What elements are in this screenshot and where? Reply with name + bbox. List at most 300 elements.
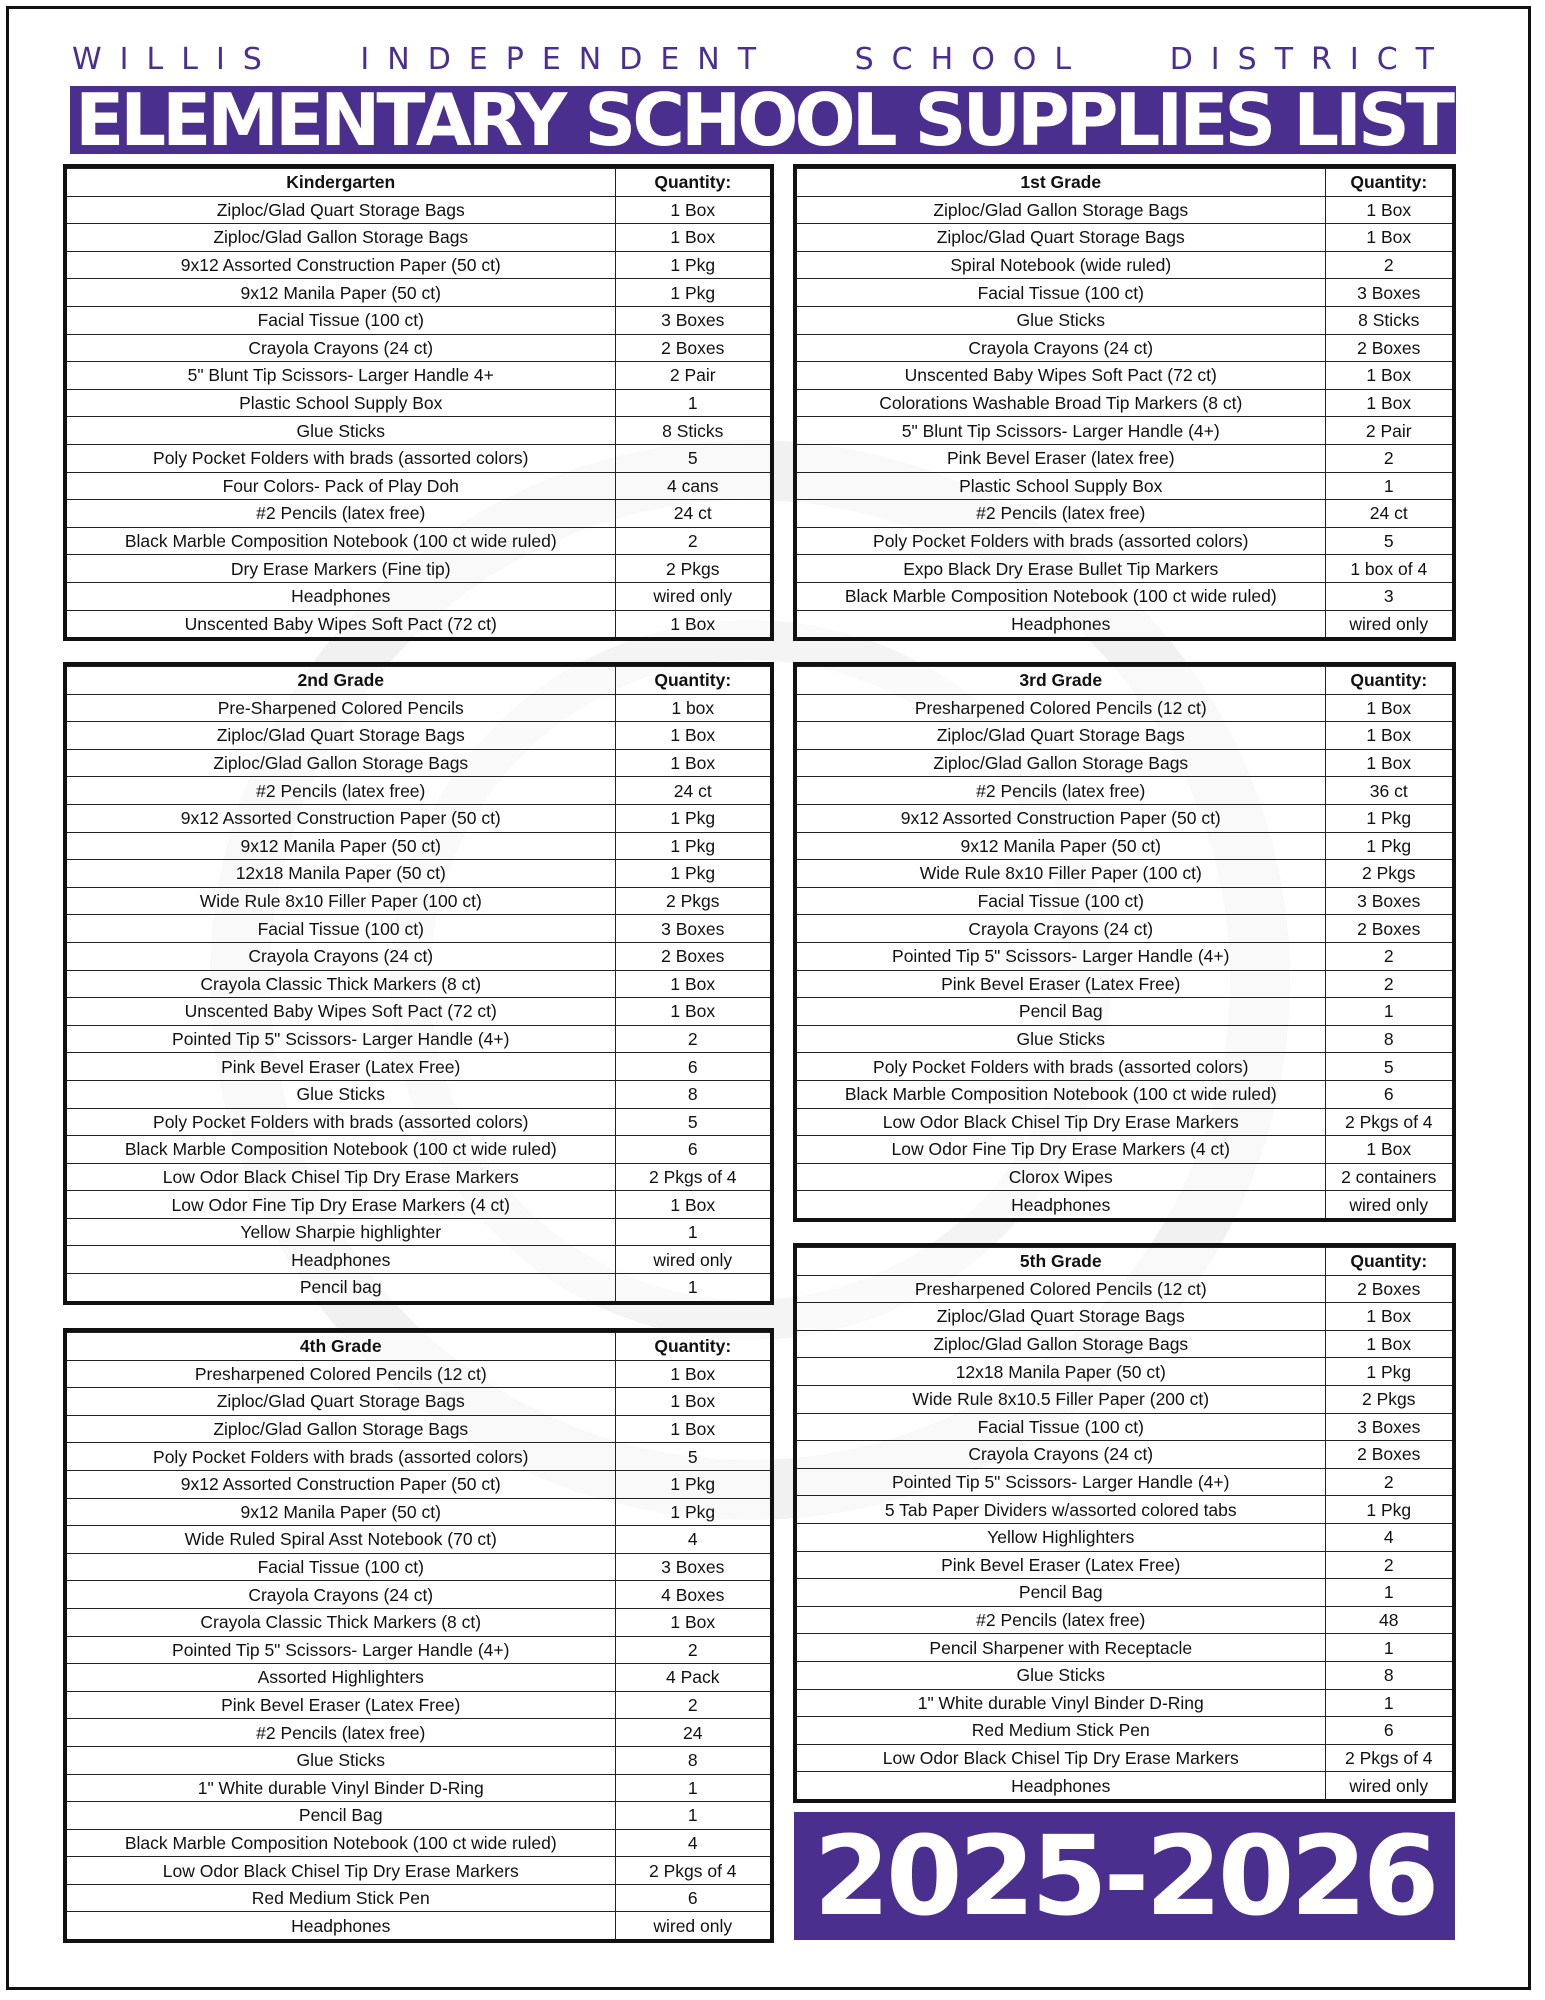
supply-item: Ziploc/Glad Gallon Storage Bags bbox=[67, 749, 615, 777]
table-row bbox=[67, 1719, 770, 1747]
supply-item: Pointed Tip 5" Scissors- Larger Handle (4+) bbox=[67, 1025, 615, 1053]
table-row bbox=[67, 362, 770, 390]
supply-item: 12x18 Manila Paper (50 ct) bbox=[797, 1358, 1325, 1386]
quantity-heading: Quantity: bbox=[615, 667, 770, 695]
supply-item: Facial Tissue (100 ct) bbox=[797, 1413, 1325, 1441]
table-row bbox=[67, 196, 770, 224]
grade2-table bbox=[63, 662, 774, 1305]
supply-item: #2 Pencils (latex free) bbox=[67, 777, 615, 805]
supply-quantity: 8 bbox=[1325, 1661, 1452, 1689]
supply-item: Yellow Sharpie highlighter bbox=[67, 1218, 615, 1246]
supply-item: 5" Blunt Tip Scissors- Larger Handle (4+) bbox=[797, 417, 1325, 445]
supply-item: Black Marble Composition Notebook (100 ct wide ruled) bbox=[67, 1136, 615, 1164]
table-row bbox=[797, 1358, 1452, 1386]
supply-item: Crayola Classic Thick Markers (8 ct) bbox=[67, 970, 615, 998]
table-row bbox=[797, 610, 1452, 637]
supply-quantity: 1 Pkg bbox=[615, 1498, 770, 1526]
table-row bbox=[797, 500, 1452, 528]
supply-item: Wide Ruled Spiral Asst Notebook (70 ct) bbox=[67, 1526, 615, 1554]
grade5-grid bbox=[797, 1247, 1452, 1799]
supply-item: #2 Pencils (latex free) bbox=[797, 777, 1325, 805]
supply-quantity: 4 bbox=[1325, 1523, 1452, 1551]
supply-quantity: 1 Box bbox=[1325, 722, 1452, 750]
supply-quantity: 1 Pkg bbox=[615, 251, 770, 279]
table-row bbox=[797, 832, 1452, 860]
table-row bbox=[67, 804, 770, 832]
supply-quantity: 24 ct bbox=[615, 777, 770, 805]
supply-quantity: 1 Box bbox=[615, 998, 770, 1026]
supply-quantity: 5 bbox=[615, 1108, 770, 1136]
table-row bbox=[797, 224, 1452, 252]
supply-quantity: 2 Pkgs of 4 bbox=[1325, 1108, 1452, 1136]
table-row bbox=[797, 804, 1452, 832]
quantity-heading: Quantity: bbox=[615, 169, 770, 197]
table-row bbox=[67, 1884, 770, 1912]
supply-item: Ziploc/Glad Quart Storage Bags bbox=[67, 1388, 615, 1416]
table-row bbox=[67, 1246, 770, 1274]
kindergarten-table bbox=[63, 164, 774, 641]
table-row bbox=[797, 1275, 1452, 1303]
supply-item: Low Odor Black Chisel Tip Dry Erase Markers bbox=[797, 1744, 1325, 1772]
grade-heading: 1st Grade bbox=[797, 169, 1325, 197]
table-header-row bbox=[797, 169, 1452, 197]
supply-item: Headphones bbox=[797, 1191, 1325, 1218]
supply-quantity: 1 Pkg bbox=[615, 860, 770, 888]
grade3-grid bbox=[797, 666, 1452, 1218]
grade-heading: 2nd Grade bbox=[67, 667, 615, 695]
supply-item: Pink Bevel Eraser (Latex Free) bbox=[797, 1551, 1325, 1579]
supply-quantity: 2 bbox=[1325, 444, 1452, 472]
supply-item: 9x12 Manila Paper (50 ct) bbox=[67, 279, 615, 307]
supply-quantity: 2 Boxes bbox=[1325, 1441, 1452, 1469]
table-row bbox=[67, 306, 770, 334]
supply-quantity: 1 Pkg bbox=[615, 1470, 770, 1498]
supply-item: Pre-Sharpened Colored Pencils bbox=[67, 694, 615, 722]
supply-quantity: 2 bbox=[1325, 1468, 1452, 1496]
supply-quantity: 3 Boxes bbox=[615, 1553, 770, 1581]
supply-quantity: 1 Pkg bbox=[1325, 832, 1452, 860]
supply-quantity: 8 bbox=[615, 1080, 770, 1108]
table-row bbox=[797, 1413, 1452, 1441]
table-row bbox=[67, 527, 770, 555]
supply-quantity: 1 Pkg bbox=[1325, 804, 1452, 832]
supply-item: Pointed Tip 5" Scissors- Larger Handle (4+) bbox=[67, 1636, 615, 1664]
table-row bbox=[67, 251, 770, 279]
supply-item: Plastic School Supply Box bbox=[67, 389, 615, 417]
table-row bbox=[67, 1163, 770, 1191]
supply-quantity: wired only bbox=[615, 1912, 770, 1939]
supply-quantity: 1 Box bbox=[1325, 1330, 1452, 1358]
supply-quantity: 1 Box bbox=[615, 196, 770, 224]
table-row bbox=[797, 1689, 1452, 1717]
supply-item: Low Odor Black Chisel Tip Dry Erase Markers bbox=[67, 1857, 615, 1885]
supply-quantity: 2 Boxes bbox=[615, 942, 770, 970]
table-row bbox=[797, 362, 1452, 390]
grade1-grid bbox=[797, 168, 1452, 637]
supply-item: Pencil Bag bbox=[797, 998, 1325, 1026]
table-row bbox=[67, 500, 770, 528]
supply-item: Ziploc/Glad Gallon Storage Bags bbox=[67, 224, 615, 252]
supply-quantity: wired only bbox=[1325, 1772, 1452, 1799]
supply-quantity: 1 box bbox=[615, 694, 770, 722]
table-row bbox=[797, 1579, 1452, 1607]
supply-item: Facial Tissue (100 ct) bbox=[67, 1553, 615, 1581]
table-row bbox=[67, 444, 770, 472]
supply-item: Wide Rule 8x10 Filler Paper (100 ct) bbox=[67, 887, 615, 915]
supply-quantity: 2 Pkgs bbox=[615, 555, 770, 583]
table-row bbox=[797, 942, 1452, 970]
supply-item: Unscented Baby Wipes Soft Pact (72 ct) bbox=[67, 998, 615, 1026]
supply-item: #2 Pencils (latex free) bbox=[67, 1719, 615, 1747]
grade3-table bbox=[793, 662, 1456, 1222]
supply-quantity: 1 Box bbox=[615, 1360, 770, 1388]
supply-quantity: 5 bbox=[1325, 527, 1452, 555]
supply-item: Pink Bevel Eraser (latex free) bbox=[797, 444, 1325, 472]
table-row bbox=[67, 1080, 770, 1108]
supply-quantity: 24 ct bbox=[1325, 500, 1452, 528]
supply-quantity: 2 Pair bbox=[615, 362, 770, 390]
table-row bbox=[797, 444, 1452, 472]
table-row bbox=[67, 1470, 770, 1498]
supply-item: Pencil bag bbox=[67, 1274, 615, 1301]
supply-item: 9x12 Assorted Construction Paper (50 ct) bbox=[67, 804, 615, 832]
table-row bbox=[67, 279, 770, 307]
supply-item: Glue Sticks bbox=[797, 1025, 1325, 1053]
supply-item: Crayola Crayons (24 ct) bbox=[797, 1441, 1325, 1469]
supply-item: 9x12 Assorted Construction Paper (50 ct) bbox=[67, 1470, 615, 1498]
supply-quantity: 2 bbox=[615, 1636, 770, 1664]
table-row bbox=[797, 1385, 1452, 1413]
table-row bbox=[67, 1443, 770, 1471]
table-row bbox=[797, 970, 1452, 998]
supply-quantity: wired only bbox=[615, 582, 770, 610]
supply-quantity: wired only bbox=[615, 1246, 770, 1274]
supply-quantity: 1 Box bbox=[615, 1415, 770, 1443]
table-row bbox=[67, 224, 770, 252]
table-row bbox=[797, 306, 1452, 334]
supply-quantity: 5 bbox=[615, 1443, 770, 1471]
table-row bbox=[67, 334, 770, 362]
table-row bbox=[67, 389, 770, 417]
supply-item: Pink Bevel Eraser (Latex Free) bbox=[67, 1691, 615, 1719]
table-row bbox=[67, 1025, 770, 1053]
supply-item: Presharpened Colored Pencils (12 ct) bbox=[797, 1275, 1325, 1303]
table-row bbox=[797, 1136, 1452, 1164]
supply-quantity: 5 bbox=[615, 444, 770, 472]
supply-quantity: 1 Box bbox=[615, 610, 770, 637]
supply-item: Glue Sticks bbox=[797, 306, 1325, 334]
table-row bbox=[67, 1526, 770, 1554]
table-row bbox=[797, 1606, 1452, 1634]
supply-item: Assorted Highlighters bbox=[67, 1664, 615, 1692]
table-row bbox=[67, 555, 770, 583]
supply-quantity: 1 Box bbox=[615, 722, 770, 750]
supply-item: Glue Sticks bbox=[67, 417, 615, 445]
supply-quantity: 1 bbox=[615, 389, 770, 417]
table-row bbox=[67, 1581, 770, 1609]
table-row bbox=[67, 1802, 770, 1830]
table-row bbox=[67, 1829, 770, 1857]
table-row bbox=[67, 1274, 770, 1301]
supply-item: Pink Bevel Eraser (Latex Free) bbox=[797, 970, 1325, 998]
table-row bbox=[67, 1218, 770, 1246]
table-row bbox=[67, 942, 770, 970]
supply-quantity: 1 Box bbox=[615, 1388, 770, 1416]
supply-quantity: 4 Pack bbox=[615, 1664, 770, 1692]
supply-item: 5" Blunt Tip Scissors- Larger Handle 4+ bbox=[67, 362, 615, 390]
table-row bbox=[797, 1108, 1452, 1136]
supply-item: Dry Erase Markers (Fine tip) bbox=[67, 555, 615, 583]
supply-quantity: 1 Box bbox=[1325, 362, 1452, 390]
table-row bbox=[797, 1330, 1452, 1358]
supply-quantity: 48 bbox=[1325, 1606, 1452, 1634]
supply-item: Colorations Washable Broad Tip Markers (8 ct) bbox=[797, 389, 1325, 417]
supply-quantity: 1 bbox=[1325, 1579, 1452, 1607]
supply-item: Crayola Crayons (24 ct) bbox=[797, 334, 1325, 362]
table-row bbox=[67, 1636, 770, 1664]
supply-item: Headphones bbox=[797, 610, 1325, 637]
supply-quantity: 1 bbox=[1325, 1634, 1452, 1662]
table-row bbox=[67, 610, 770, 637]
supply-item: Poly Pocket Folders with brads (assorted colors) bbox=[797, 527, 1325, 555]
table-row bbox=[797, 749, 1452, 777]
table-row bbox=[797, 1080, 1452, 1108]
table-row bbox=[797, 1661, 1452, 1689]
supply-item: Low Odor Black Chisel Tip Dry Erase Markers bbox=[797, 1108, 1325, 1136]
district-name: WILLIS INDEPENDENT SCHOOL DISTRICT bbox=[72, 42, 1452, 77]
table-row bbox=[67, 749, 770, 777]
table-row bbox=[797, 860, 1452, 888]
grade1-table bbox=[793, 164, 1456, 641]
supply-quantity: 3 Boxes bbox=[615, 306, 770, 334]
table-row bbox=[67, 887, 770, 915]
table-row bbox=[797, 1634, 1452, 1662]
supply-quantity: 1 Pkg bbox=[1325, 1496, 1452, 1524]
table-header-row bbox=[67, 667, 770, 695]
supply-item: Ziploc/Glad Quart Storage Bags bbox=[797, 722, 1325, 750]
supply-quantity: 1 Box bbox=[1325, 749, 1452, 777]
supply-item: Glue Sticks bbox=[67, 1080, 615, 1108]
supply-quantity: 6 bbox=[1325, 1080, 1452, 1108]
supply-item: Crayola Crayons (24 ct) bbox=[67, 334, 615, 362]
table-row bbox=[797, 251, 1452, 279]
supply-item: 12x18 Manila Paper (50 ct) bbox=[67, 860, 615, 888]
supply-quantity: 1 bbox=[615, 1802, 770, 1830]
supply-quantity: 1 Box bbox=[1325, 694, 1452, 722]
supply-quantity: 1 bbox=[615, 1274, 770, 1301]
supply-quantity: 2 bbox=[615, 1025, 770, 1053]
table-row bbox=[797, 334, 1452, 362]
supply-quantity: wired only bbox=[1325, 610, 1452, 637]
supply-quantity: 1 Pkg bbox=[1325, 1358, 1452, 1386]
supply-item: Black Marble Composition Notebook (100 ct wide ruled) bbox=[797, 1080, 1325, 1108]
supply-item: Ziploc/Glad Gallon Storage Bags bbox=[797, 749, 1325, 777]
supply-item: Pointed Tip 5" Scissors- Larger Handle (4+) bbox=[797, 942, 1325, 970]
table-row bbox=[797, 998, 1452, 1026]
supply-item: Unscented Baby Wipes Soft Pact (72 ct) bbox=[67, 610, 615, 637]
supply-quantity: 3 Boxes bbox=[1325, 887, 1452, 915]
supply-item: Pencil Sharpener with Receptacle bbox=[797, 1634, 1325, 1662]
supply-item: 9x12 Manila Paper (50 ct) bbox=[67, 832, 615, 860]
supply-quantity: 24 ct bbox=[615, 500, 770, 528]
supply-item: Presharpened Colored Pencils (12 ct) bbox=[797, 694, 1325, 722]
table-row bbox=[67, 1388, 770, 1416]
supply-item: 9x12 Assorted Construction Paper (50 ct) bbox=[797, 804, 1325, 832]
supply-item: 9x12 Assorted Construction Paper (50 ct) bbox=[67, 251, 615, 279]
table-row bbox=[67, 1191, 770, 1219]
supply-quantity: 36 ct bbox=[1325, 777, 1452, 805]
supply-item: Crayola Classic Thick Markers (8 ct) bbox=[67, 1608, 615, 1636]
supply-item: Headphones bbox=[797, 1772, 1325, 1799]
supply-item: Clorox Wipes bbox=[797, 1163, 1325, 1191]
page-title: ELEMENTARY SCHOOL SUPPLIES LIST bbox=[70, 86, 1456, 154]
supply-quantity: 8 bbox=[1325, 1025, 1452, 1053]
table-header-row bbox=[67, 1333, 770, 1361]
supply-quantity: 2 bbox=[1325, 970, 1452, 998]
supply-item: Ziploc/Glad Quart Storage Bags bbox=[67, 722, 615, 750]
supply-quantity: 2 bbox=[615, 1691, 770, 1719]
table-row bbox=[67, 1664, 770, 1692]
supply-quantity: 2 Boxes bbox=[1325, 915, 1452, 943]
table-row bbox=[67, 1360, 770, 1388]
kindergarten-grid bbox=[67, 168, 770, 637]
supply-item: Unscented Baby Wipes Soft Pact (72 ct) bbox=[797, 362, 1325, 390]
supply-quantity: 1 Box bbox=[1325, 1136, 1452, 1164]
supply-quantity: 1 Pkg bbox=[615, 832, 770, 860]
table-row bbox=[67, 777, 770, 805]
table-row bbox=[797, 1191, 1452, 1218]
supply-item: Crayola Crayons (24 ct) bbox=[797, 915, 1325, 943]
grade-heading: 4th Grade bbox=[67, 1333, 615, 1361]
supply-quantity: 2 Pkgs of 4 bbox=[1325, 1744, 1452, 1772]
supply-quantity: 3 Boxes bbox=[1325, 1413, 1452, 1441]
supply-item: Black Marble Composition Notebook (100 ct wide ruled) bbox=[67, 527, 615, 555]
supply-quantity: 1 Box bbox=[615, 970, 770, 998]
supply-quantity: 4 bbox=[615, 1526, 770, 1554]
table-row bbox=[797, 1468, 1452, 1496]
supply-item: Presharpened Colored Pencils (12 ct) bbox=[67, 1360, 615, 1388]
supply-quantity: 1 box of 4 bbox=[1325, 555, 1452, 583]
table-row bbox=[67, 1498, 770, 1526]
table-row bbox=[797, 777, 1452, 805]
supply-item: Low Odor Fine Tip Dry Erase Markers (4 ct) bbox=[797, 1136, 1325, 1164]
table-row bbox=[797, 1717, 1452, 1745]
supply-item: Ziploc/Glad Gallon Storage Bags bbox=[797, 1330, 1325, 1358]
table-row bbox=[67, 1415, 770, 1443]
supply-item: Pencil Bag bbox=[797, 1579, 1325, 1607]
table-row bbox=[797, 1303, 1452, 1331]
school-year-banner: 2025-2026 bbox=[794, 1812, 1455, 1940]
table-row bbox=[67, 582, 770, 610]
supply-item: Wide Rule 8x10 Filler Paper (100 ct) bbox=[797, 860, 1325, 888]
supply-quantity: 24 bbox=[615, 1719, 770, 1747]
supply-quantity: 1 bbox=[1325, 998, 1452, 1026]
supply-item: Four Colors- Pack of Play Doh bbox=[67, 472, 615, 500]
supply-quantity: 3 bbox=[1325, 582, 1452, 610]
grade2-grid bbox=[67, 666, 770, 1301]
supply-quantity: 1 Box bbox=[1325, 1303, 1452, 1331]
supply-item: Low Odor Black Chisel Tip Dry Erase Markers bbox=[67, 1163, 615, 1191]
supply-item: Crayola Crayons (24 ct) bbox=[67, 1581, 615, 1609]
supply-item: Yellow Highlighters bbox=[797, 1523, 1325, 1551]
table-row bbox=[797, 722, 1452, 750]
supply-quantity: 4 Boxes bbox=[615, 1581, 770, 1609]
supply-item: Wide Rule 8x10.5 Filler Paper (200 ct) bbox=[797, 1385, 1325, 1413]
table-header-row bbox=[797, 1248, 1452, 1276]
table-row bbox=[67, 1608, 770, 1636]
supply-quantity: 1 Box bbox=[615, 224, 770, 252]
supply-quantity: 3 Boxes bbox=[1325, 279, 1452, 307]
supply-quantity: 2 Boxes bbox=[615, 334, 770, 362]
supply-item: Pointed Tip 5" Scissors- Larger Handle (4+) bbox=[797, 1468, 1325, 1496]
table-row bbox=[67, 998, 770, 1026]
table-row bbox=[797, 915, 1452, 943]
table-row bbox=[797, 417, 1452, 445]
table-row bbox=[67, 472, 770, 500]
supply-item: #2 Pencils (latex free) bbox=[797, 1606, 1325, 1634]
supply-item: Poly Pocket Folders with brads (assorted colors) bbox=[797, 1053, 1325, 1081]
supply-item: #2 Pencils (latex free) bbox=[797, 500, 1325, 528]
supply-quantity: 2 Pkgs of 4 bbox=[615, 1857, 770, 1885]
table-row bbox=[67, 417, 770, 445]
supply-item: Headphones bbox=[67, 1912, 615, 1939]
supply-item: Pencil Bag bbox=[67, 1802, 615, 1830]
table-row bbox=[67, 1746, 770, 1774]
grade-heading: 5th Grade bbox=[797, 1248, 1325, 1276]
table-row bbox=[67, 1108, 770, 1136]
table-row bbox=[67, 860, 770, 888]
supply-quantity: 8 Sticks bbox=[1325, 306, 1452, 334]
supply-item: 1" White durable Vinyl Binder D-Ring bbox=[67, 1774, 615, 1802]
supply-quantity: 4 bbox=[615, 1829, 770, 1857]
table-row bbox=[67, 1553, 770, 1581]
supply-quantity: 2 bbox=[1325, 942, 1452, 970]
supply-item: Spiral Notebook (wide ruled) bbox=[797, 251, 1325, 279]
table-row bbox=[797, 389, 1452, 417]
supply-quantity: 2 bbox=[1325, 1551, 1452, 1579]
supply-item: Headphones bbox=[67, 1246, 615, 1274]
supply-quantity: 1 Box bbox=[615, 1608, 770, 1636]
table-row bbox=[797, 1772, 1452, 1799]
supply-quantity: 6 bbox=[615, 1884, 770, 1912]
table-row bbox=[67, 915, 770, 943]
supply-quantity: 2 Pkgs bbox=[615, 887, 770, 915]
supply-quantity: 5 bbox=[1325, 1053, 1452, 1081]
supply-quantity: 2 bbox=[615, 527, 770, 555]
supply-item: Glue Sticks bbox=[67, 1746, 615, 1774]
table-header-row bbox=[797, 667, 1452, 695]
supply-quantity: 1 Box bbox=[1325, 389, 1452, 417]
supply-item: Ziploc/Glad Quart Storage Bags bbox=[797, 224, 1325, 252]
supply-quantity: 1 Box bbox=[615, 749, 770, 777]
supply-quantity: 6 bbox=[615, 1136, 770, 1164]
supply-quantity: 1 Box bbox=[1325, 224, 1452, 252]
table-row bbox=[797, 1523, 1452, 1551]
quantity-heading: Quantity: bbox=[1325, 1248, 1452, 1276]
supply-quantity: 1 Pkg bbox=[615, 804, 770, 832]
supply-quantity: 4 cans bbox=[615, 472, 770, 500]
supply-quantity: 1 bbox=[1325, 472, 1452, 500]
supply-quantity: 2 Boxes bbox=[1325, 334, 1452, 362]
supply-item: Pink Bevel Eraser (Latex Free) bbox=[67, 1053, 615, 1081]
supply-quantity: 1 Box bbox=[615, 1191, 770, 1219]
table-row bbox=[67, 1691, 770, 1719]
supply-quantity: 2 Boxes bbox=[1325, 1275, 1452, 1303]
supply-item: #2 Pencils (latex free) bbox=[67, 500, 615, 528]
grade4-table bbox=[63, 1328, 774, 1943]
supply-item: Facial Tissue (100 ct) bbox=[67, 915, 615, 943]
supply-item: 9x12 Manila Paper (50 ct) bbox=[67, 1498, 615, 1526]
